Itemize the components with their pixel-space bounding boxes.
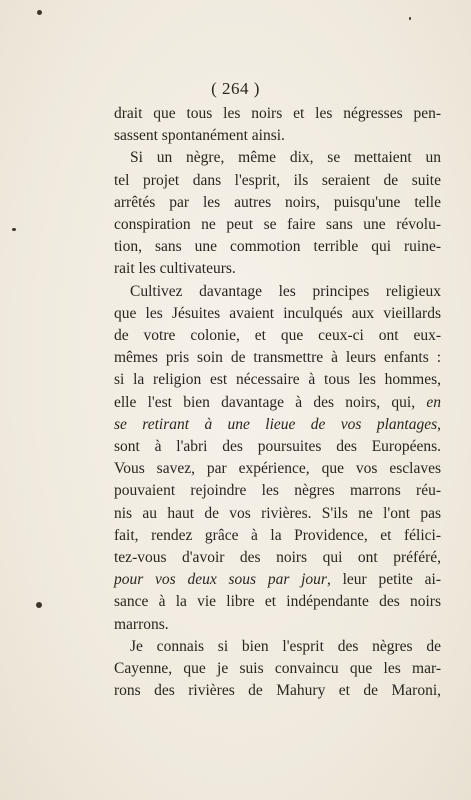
text-segment: , bbox=[437, 415, 441, 433]
text-line bbox=[114, 436, 441, 458]
text-line bbox=[114, 125, 441, 147]
italic-segment: pour vos deux sous par jour bbox=[114, 571, 327, 589]
ink-speck bbox=[12, 228, 16, 231]
text-line bbox=[114, 503, 441, 525]
text-segment: Cultivez davantage les principes religieux bbox=[130, 282, 441, 300]
text-line bbox=[114, 347, 441, 369]
text-segment: arrêtés par les autres noirs, puisqu'une telle bbox=[114, 193, 441, 211]
text-segment: Vous savez, par expérience, que vos esclaves bbox=[114, 460, 441, 478]
text-segment: de votre colonie, et que ceux-ci ont eux- bbox=[114, 327, 441, 345]
text-segment: Si un nègre, même dix, se mettaient un bbox=[130, 149, 441, 167]
text-line bbox=[114, 325, 441, 347]
text-line bbox=[114, 525, 441, 547]
text-line bbox=[114, 480, 441, 502]
text-segment: nis au haut de vos rivières. S'ils ne l'ont pas bbox=[114, 504, 441, 522]
text-line bbox=[114, 392, 441, 414]
text-line bbox=[114, 303, 441, 325]
text-segment: pouvaient rejoindre les nègres marrons réu- bbox=[114, 482, 441, 500]
text-line bbox=[114, 103, 441, 125]
text-segment: rons des rivières de Mahury et de Maroni, bbox=[114, 682, 441, 700]
italic-segment: en bbox=[426, 393, 441, 411]
text-segment: drait que tous les noirs et les négresses pen- bbox=[114, 105, 441, 122]
text-line bbox=[114, 147, 441, 169]
text-line bbox=[114, 414, 441, 436]
text-line bbox=[114, 569, 441, 591]
text-segment: si la religion est nécessaire à tous les hommes, bbox=[114, 371, 441, 389]
text-segment: sassent spontanément ainsi. bbox=[114, 127, 285, 145]
text-line bbox=[114, 591, 441, 613]
text-segment: tion, sans une commotion terrible qui ruine- bbox=[114, 238, 441, 256]
text-line bbox=[114, 192, 441, 214]
text-line bbox=[114, 281, 441, 303]
text-segment: elle l'est bien davantage à des noirs, qui, bbox=[114, 393, 427, 411]
text-line bbox=[114, 236, 441, 258]
text-line bbox=[114, 214, 441, 236]
text-segment: mêmes pris soin de transmettre à leurs enfants : bbox=[114, 349, 441, 367]
text-segment: , leur petite ai- bbox=[326, 571, 442, 589]
text-segment: tez-vous d'avoir des noirs qui ont préféré, bbox=[114, 549, 441, 567]
text-segment: sont à l'abri des poursuites des Européens. bbox=[114, 438, 441, 456]
text-line bbox=[114, 170, 441, 192]
text-segment: tel projet dans l'esprit, ils seraient de suite bbox=[114, 171, 441, 189]
text-line bbox=[114, 680, 441, 702]
text-segment: Cayenne, que je suis convaincu que les mar- bbox=[114, 660, 441, 678]
text-segment: conspiration ne peut se faire sans une révolu- bbox=[114, 216, 441, 234]
text-line bbox=[114, 614, 441, 636]
ink-speck bbox=[409, 17, 411, 20]
italic-segment: se retirant à une lieue de vos plantages bbox=[114, 415, 438, 433]
ink-speck bbox=[36, 602, 42, 608]
text-segment: fait, rendez grâce à la Providence, et félici- bbox=[114, 526, 441, 544]
text-segment: marrons. bbox=[114, 615, 169, 633]
text-segment: Je connais si bien l'esprit des nègres de bbox=[130, 637, 441, 655]
text-line bbox=[114, 636, 441, 658]
text-segment: que les Jésuites avaient inculqués aux vieillards bbox=[114, 304, 441, 322]
text-segment: rait les cultivateurs. bbox=[114, 260, 236, 278]
text-line bbox=[114, 258, 441, 280]
page-number: ( 264 ) bbox=[211, 79, 260, 98]
text-line bbox=[114, 369, 441, 391]
body-text bbox=[114, 103, 441, 702]
ink-speck bbox=[37, 10, 42, 15]
text-line bbox=[114, 458, 441, 480]
text-line bbox=[114, 547, 441, 569]
text-line bbox=[114, 658, 441, 680]
text-segment: sance à la vie libre et indépendante des noirs bbox=[114, 593, 441, 611]
